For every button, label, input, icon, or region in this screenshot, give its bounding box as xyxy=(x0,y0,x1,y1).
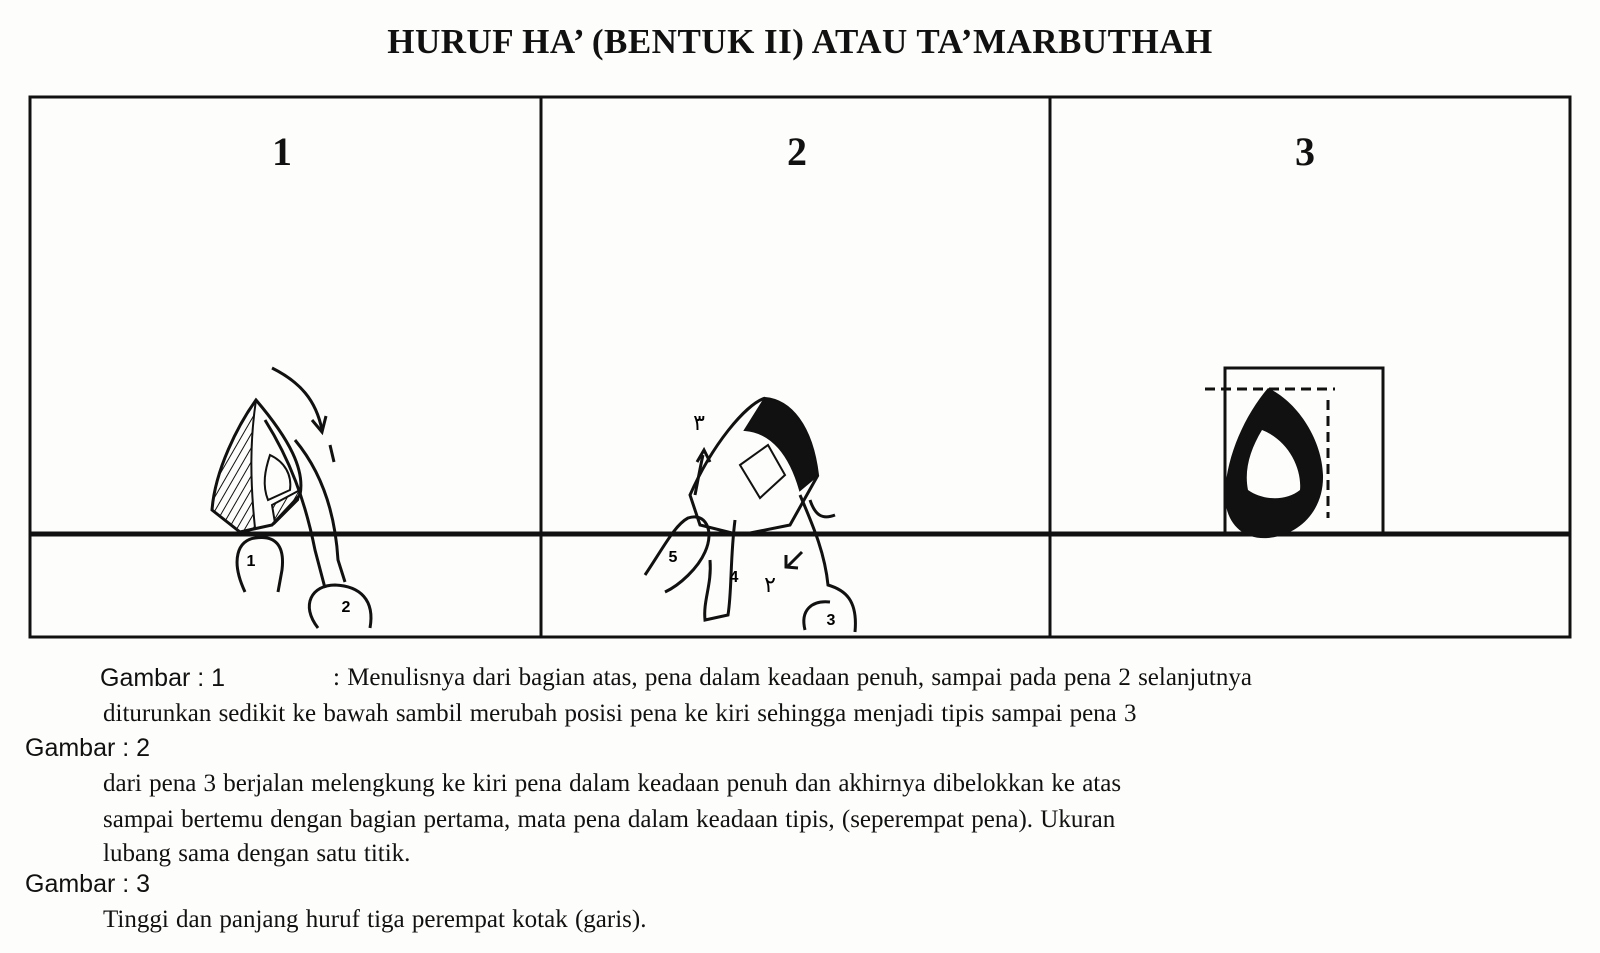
pen-label-2: 2 xyxy=(341,599,351,616)
panel-number-1: 1 xyxy=(272,129,292,174)
pen-label-4: 4 xyxy=(729,569,739,586)
panel-3-drawing xyxy=(1205,368,1383,538)
arabic-label-2: ٢ xyxy=(764,573,776,598)
pen-label-1: 1 xyxy=(246,553,256,570)
gambar-3-text-line1: Tinggi dan panjang huruf tiga perempat kotak (garis). xyxy=(103,906,647,933)
panel-1-drawing xyxy=(212,368,371,628)
gambar-2-text-line3: lubang sama dengan satu titik. xyxy=(103,840,411,867)
gambar-1-text-line2: diturunkan sedikit ke bawah sambil merubah posisi pena ke kiri sehingga menjadi tipis sampai pena 3 xyxy=(103,700,1137,727)
arabic-label-3: ٣ xyxy=(693,411,705,436)
gambar-3-label: Gambar : 3 xyxy=(25,870,151,898)
gambar-2-text-line1: dari pena 3 berjalan melengkung ke kiri pena dalam keadaan penuh dan akhirnya dibelokkan ke atas xyxy=(103,770,1122,797)
panel-number-2: 2 xyxy=(787,129,807,174)
panel-2-drawing xyxy=(645,398,855,632)
page-title: HURUF HA’ (BENTUK II) ATAU TA’MARBUTHAH xyxy=(387,22,1213,61)
panel-number-3: 3 xyxy=(1295,129,1315,174)
pen-label-5: 5 xyxy=(668,549,678,566)
gambar-2-text-line2: sampai bertemu dengan bagian pertama, mata pena dalam keadaan tipis, (seperempat pena). Ukuran xyxy=(103,806,1116,833)
gambar-2-label: Gambar : 2 xyxy=(25,734,151,762)
pen-label-3: 3 xyxy=(826,612,836,629)
gambar-1-label: Gambar : 1 xyxy=(100,664,226,692)
gambar-1-text-line1: : Menulisnya dari bagian atas, pena dalam keadaan penuh, sampai pada pena 2 selanjutnya xyxy=(333,664,1252,691)
